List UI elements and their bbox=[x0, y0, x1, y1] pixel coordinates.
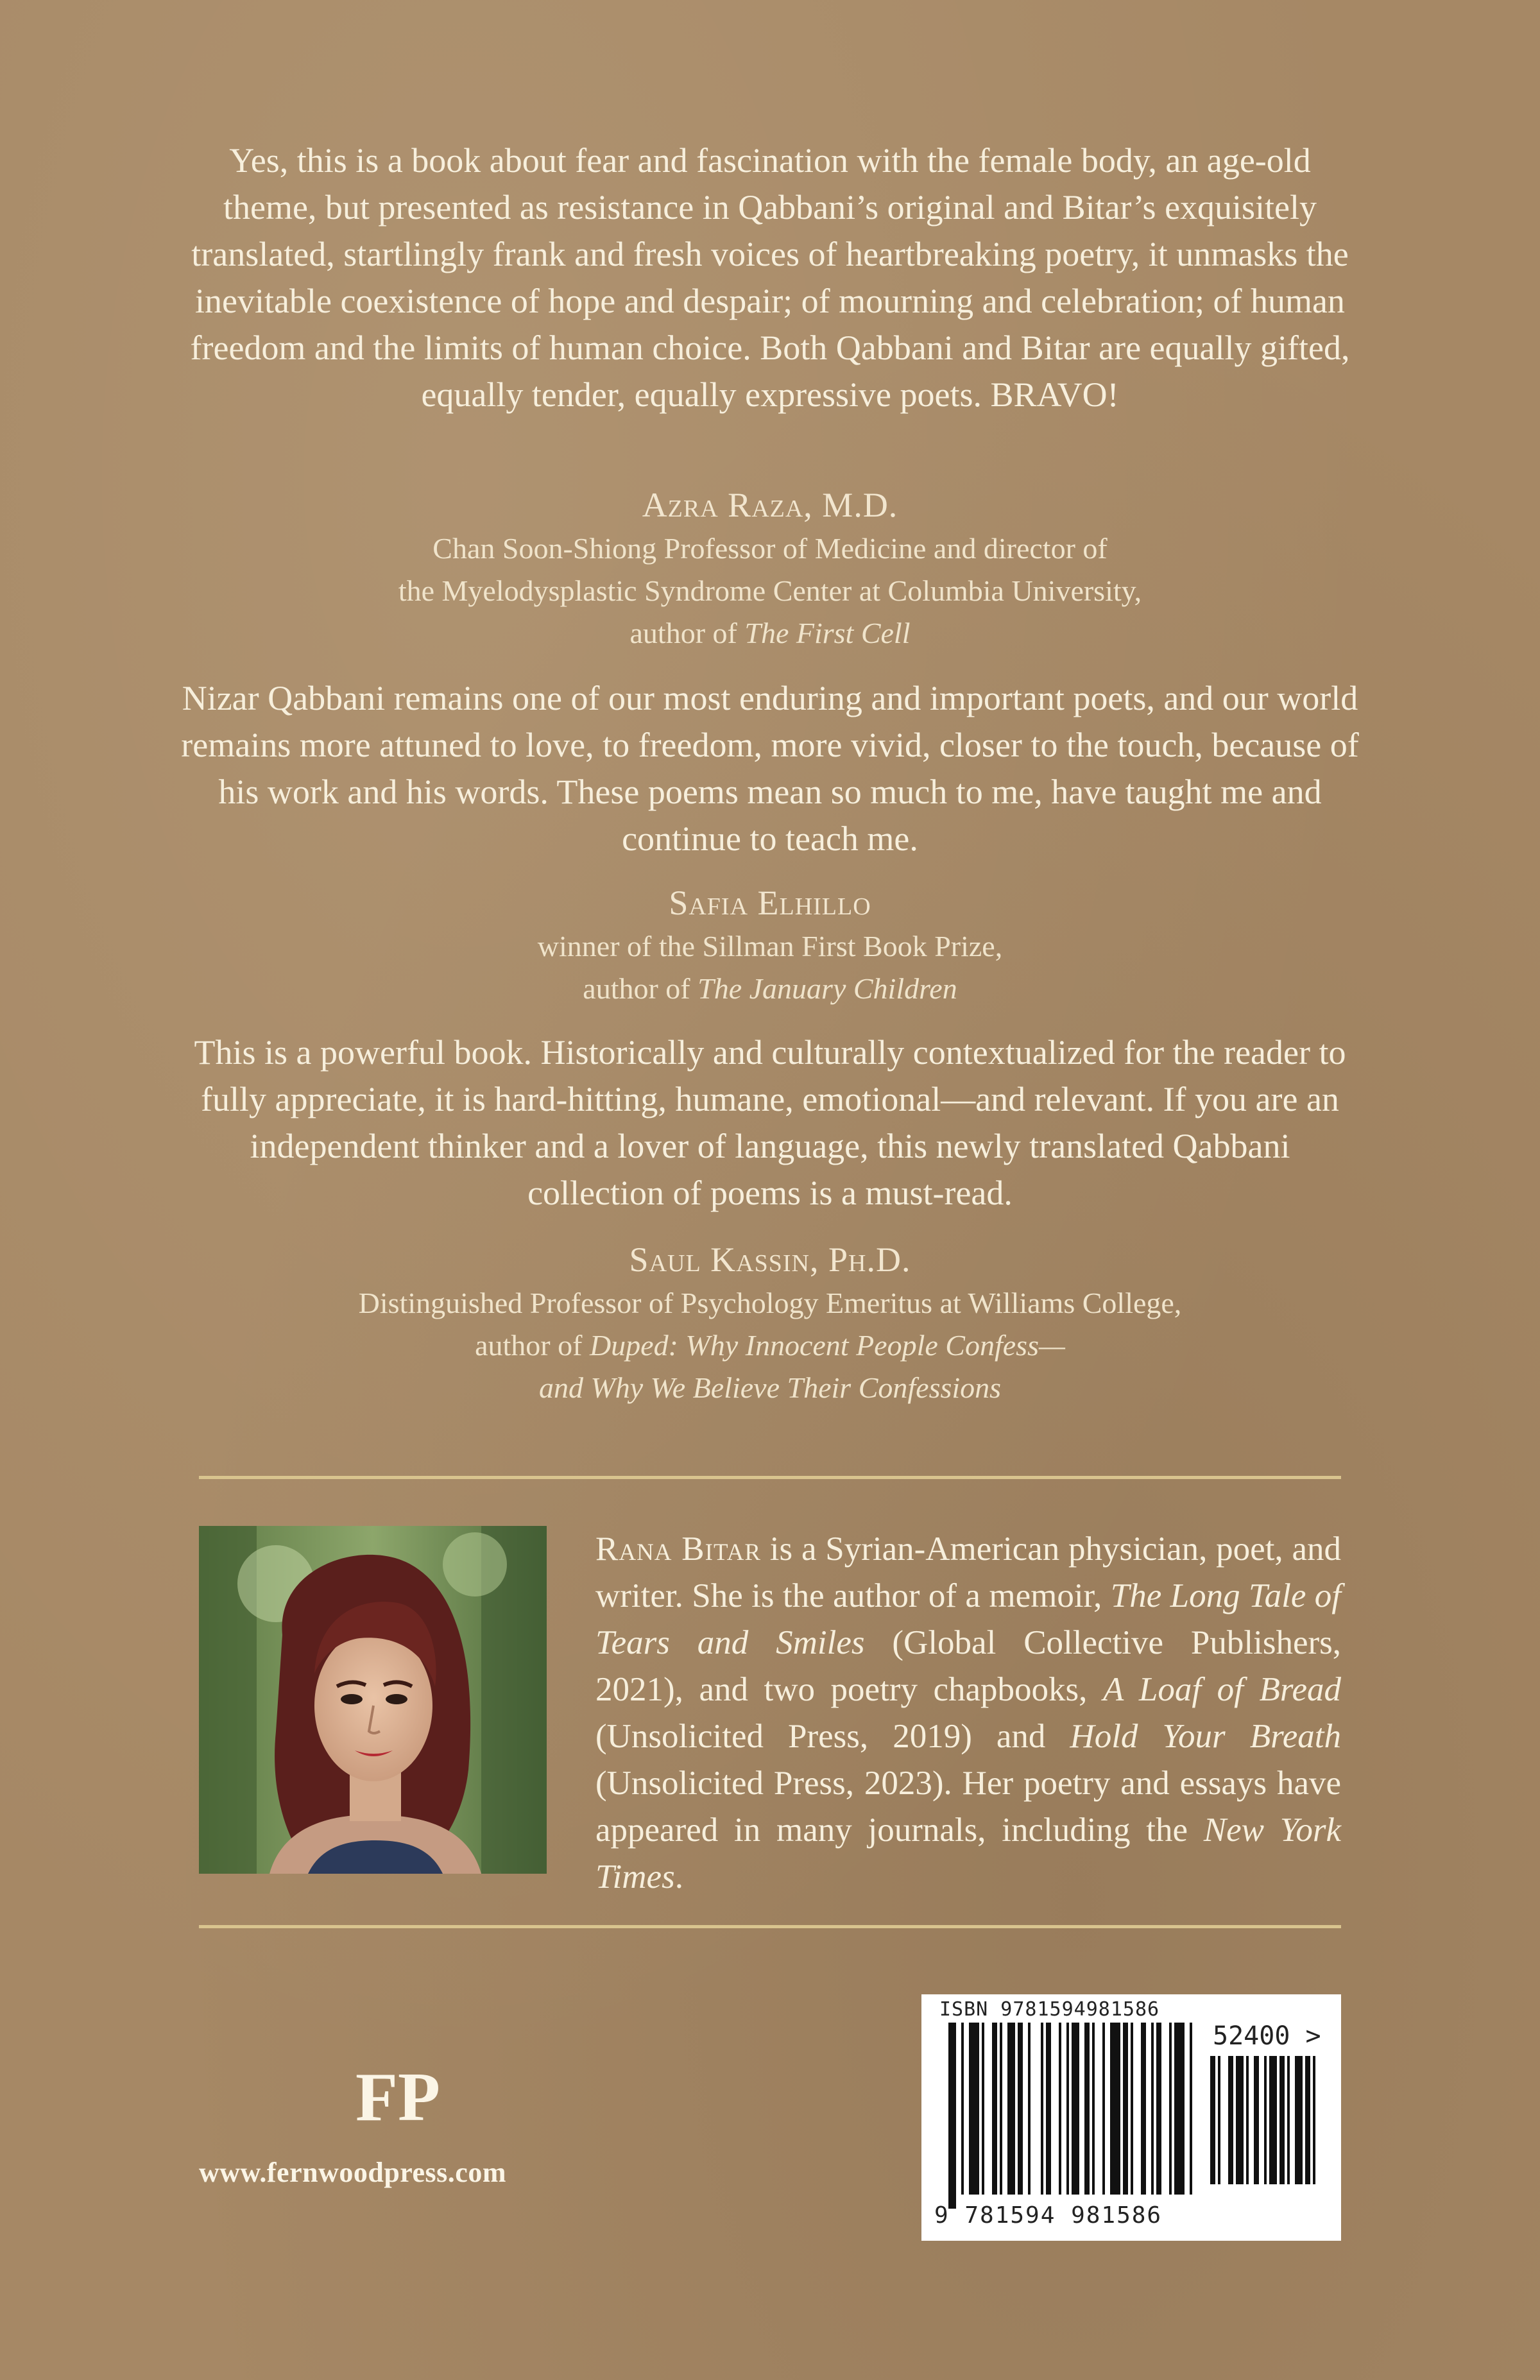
byline-elhillo bbox=[180, 880, 1360, 1010]
barcode-bar bbox=[1174, 2023, 1185, 2195]
barcode-bar bbox=[969, 2023, 979, 2195]
barcode-bar bbox=[1102, 2023, 1105, 2195]
reviewer-credential bbox=[180, 968, 1360, 1010]
divider-top bbox=[199, 1476, 1341, 1479]
credential-prefix: author of bbox=[475, 1329, 590, 1362]
barcode-bar bbox=[1305, 2056, 1310, 2184]
blurb-elhillo bbox=[180, 675, 1360, 862]
reviewer-credential: Chan Soon-Shiong Professor of Medicine and director of bbox=[432, 532, 1108, 565]
book-title: The Long Tale of Tears and Smiles bbox=[595, 1577, 1341, 1661]
barcode-bar bbox=[1236, 2056, 1244, 2184]
publication-title: New York Times bbox=[595, 1811, 1341, 1896]
bio-text: (Unsolicited Press, 2019) and bbox=[595, 1718, 1070, 1755]
byline-kassin bbox=[180, 1237, 1360, 1409]
logo-letters: FP bbox=[355, 2059, 440, 2136]
reviewer-credential bbox=[180, 612, 1360, 655]
barcode-bar bbox=[1264, 2056, 1267, 2184]
reviewer-credential bbox=[180, 1324, 1360, 1367]
barcode-bar bbox=[1066, 2023, 1069, 2195]
barcode-bar bbox=[1279, 2056, 1285, 2184]
book-title: The January Children bbox=[697, 972, 957, 1005]
bio-text: (Unsolicited Press, 2023). Her poetry and essays have appeared in many journals, including the bbox=[595, 1765, 1341, 1849]
barcode-bar bbox=[1092, 2023, 1095, 2195]
blurb-text: Yes, this is a book about fear and fascination with the female body, an age-old theme, but presented as resistance in Qabbani’s original and Bitar’s exquisitely translated, startlingly frank and fresh voices of heartbreaking poetry, it unmasks the inevitable coexistence of hope and despair; of mourning and celebration; of human freedom and the limits of human choice. Both Qabbani and Bitar are equally gifted, equally tender, equally expressive poets. BRAVO! bbox=[190, 141, 1350, 414]
publisher-logo-icon bbox=[352, 2059, 440, 2148]
barcode-bar bbox=[1269, 2056, 1277, 2184]
barcode-bar bbox=[1228, 2056, 1233, 2184]
barcode-bar bbox=[992, 2023, 997, 2195]
barcode-bar bbox=[1041, 2023, 1043, 2195]
barcode-bar bbox=[1000, 2023, 1002, 2195]
barcode-bar bbox=[1156, 2023, 1161, 2195]
credential-prefix: author of bbox=[583, 972, 698, 1005]
barcode-bar bbox=[1123, 2023, 1128, 2195]
barcode-bar bbox=[982, 2023, 984, 2195]
divider-bottom bbox=[199, 1925, 1341, 1928]
reviewer-name: Azra Raza, M.D. bbox=[642, 486, 898, 524]
barcode-bar bbox=[1131, 2023, 1133, 2195]
isbn-barcode bbox=[921, 1994, 1341, 2241]
reviewer-name: Saul Kassin, Ph.D. bbox=[629, 1240, 911, 1279]
author-name: Rana Bitar bbox=[595, 1530, 762, 1568]
blurb-kassin bbox=[180, 1029, 1360, 1217]
barcode-bar bbox=[948, 2023, 956, 2209]
barcode-bar bbox=[1018, 2023, 1023, 2195]
blurb-text: This is a powerful book. Historically and culturally contextualized for the reader to fully appreciate, it is hard-hitting, humane, emotional—and relevant. If you are an independent thinker and a lover of language, this newly translated Qabbani collection of poems is a must-read. bbox=[194, 1033, 1346, 1212]
byline-raza bbox=[180, 483, 1360, 655]
author-bio bbox=[595, 1526, 1341, 1901]
barcode-bar bbox=[1110, 2023, 1120, 2195]
barcode-bar bbox=[1141, 2023, 1146, 2195]
publisher-url[interactable]: www.fernwoodpress.com bbox=[199, 2157, 506, 2188]
isbn-digits: 9 781594 981586 bbox=[934, 2202, 1163, 2229]
credential-prefix: author of bbox=[629, 617, 745, 649]
barcode-bar bbox=[1254, 2056, 1259, 2184]
reviewer-credential: winner of the Sillman First Book Prize, bbox=[537, 930, 1003, 963]
author-portrait-image bbox=[199, 1526, 547, 1874]
barcode-bar bbox=[1246, 2056, 1249, 2184]
book-title: Hold Your Breath bbox=[1070, 1718, 1341, 1755]
price-code: 52400 > bbox=[1213, 2021, 1321, 2051]
bio-text: is a Syrian-American physician, poet, and writer. She is the author of a memoir, bbox=[595, 1530, 1341, 1614]
barcode-bar bbox=[1190, 2023, 1192, 2195]
barcode-bar bbox=[1007, 2023, 1015, 2195]
barcode-bar bbox=[1028, 2023, 1031, 2195]
barcode-bar bbox=[1046, 2023, 1051, 2195]
blurb-raza bbox=[180, 137, 1360, 418]
barcode-bar bbox=[1210, 2056, 1215, 2184]
reviewer-credential bbox=[180, 1367, 1360, 1409]
reviewer-credential: the Myelodysplastic Syndrome Center at Columbia University, bbox=[398, 574, 1142, 607]
barcode-bar bbox=[1313, 2056, 1315, 2184]
book-title: and Why We Believe Their Confessions bbox=[538, 1371, 1002, 1404]
book-title: Duped: Why Innocent People Confess— bbox=[589, 1329, 1065, 1362]
isbn-label: ISBN 9781594981586 bbox=[939, 1998, 1160, 2021]
barcode-bar bbox=[1151, 2023, 1154, 2195]
author-photo bbox=[199, 1526, 547, 1874]
reviewer-credential: Distinguished Professor of Psychology Emeritus at Williams College, bbox=[358, 1287, 1182, 1319]
barcode-bar bbox=[1218, 2056, 1220, 2184]
barcode-bar bbox=[1295, 2056, 1303, 2184]
book-title: A Loaf of Bread bbox=[1102, 1671, 1341, 1708]
book-title: The First Cell bbox=[744, 617, 911, 649]
bio-text: . bbox=[674, 1858, 683, 1896]
reviewer-name: Safia Elhillo bbox=[669, 884, 871, 922]
barcode-bar bbox=[961, 2023, 964, 2195]
barcode-bar bbox=[1059, 2023, 1061, 2195]
barcode-bar bbox=[1072, 2023, 1079, 2195]
barcode-bar bbox=[1287, 2056, 1290, 2184]
barcode-bar bbox=[1169, 2023, 1172, 2195]
bio-text: (Global Collective Publishers, 2021), and two poetry chapbooks, bbox=[595, 1624, 1341, 1708]
barcode-bar bbox=[1084, 2023, 1090, 2195]
blurb-text: Nizar Qabbani remains one of our most enduring and important poets, and our world remains more attuned to love, to freedom, more vivid, closer to the touch, because of his work and his words. These poems mean so much to me, have taught me and continue to teach me. bbox=[181, 679, 1359, 858]
